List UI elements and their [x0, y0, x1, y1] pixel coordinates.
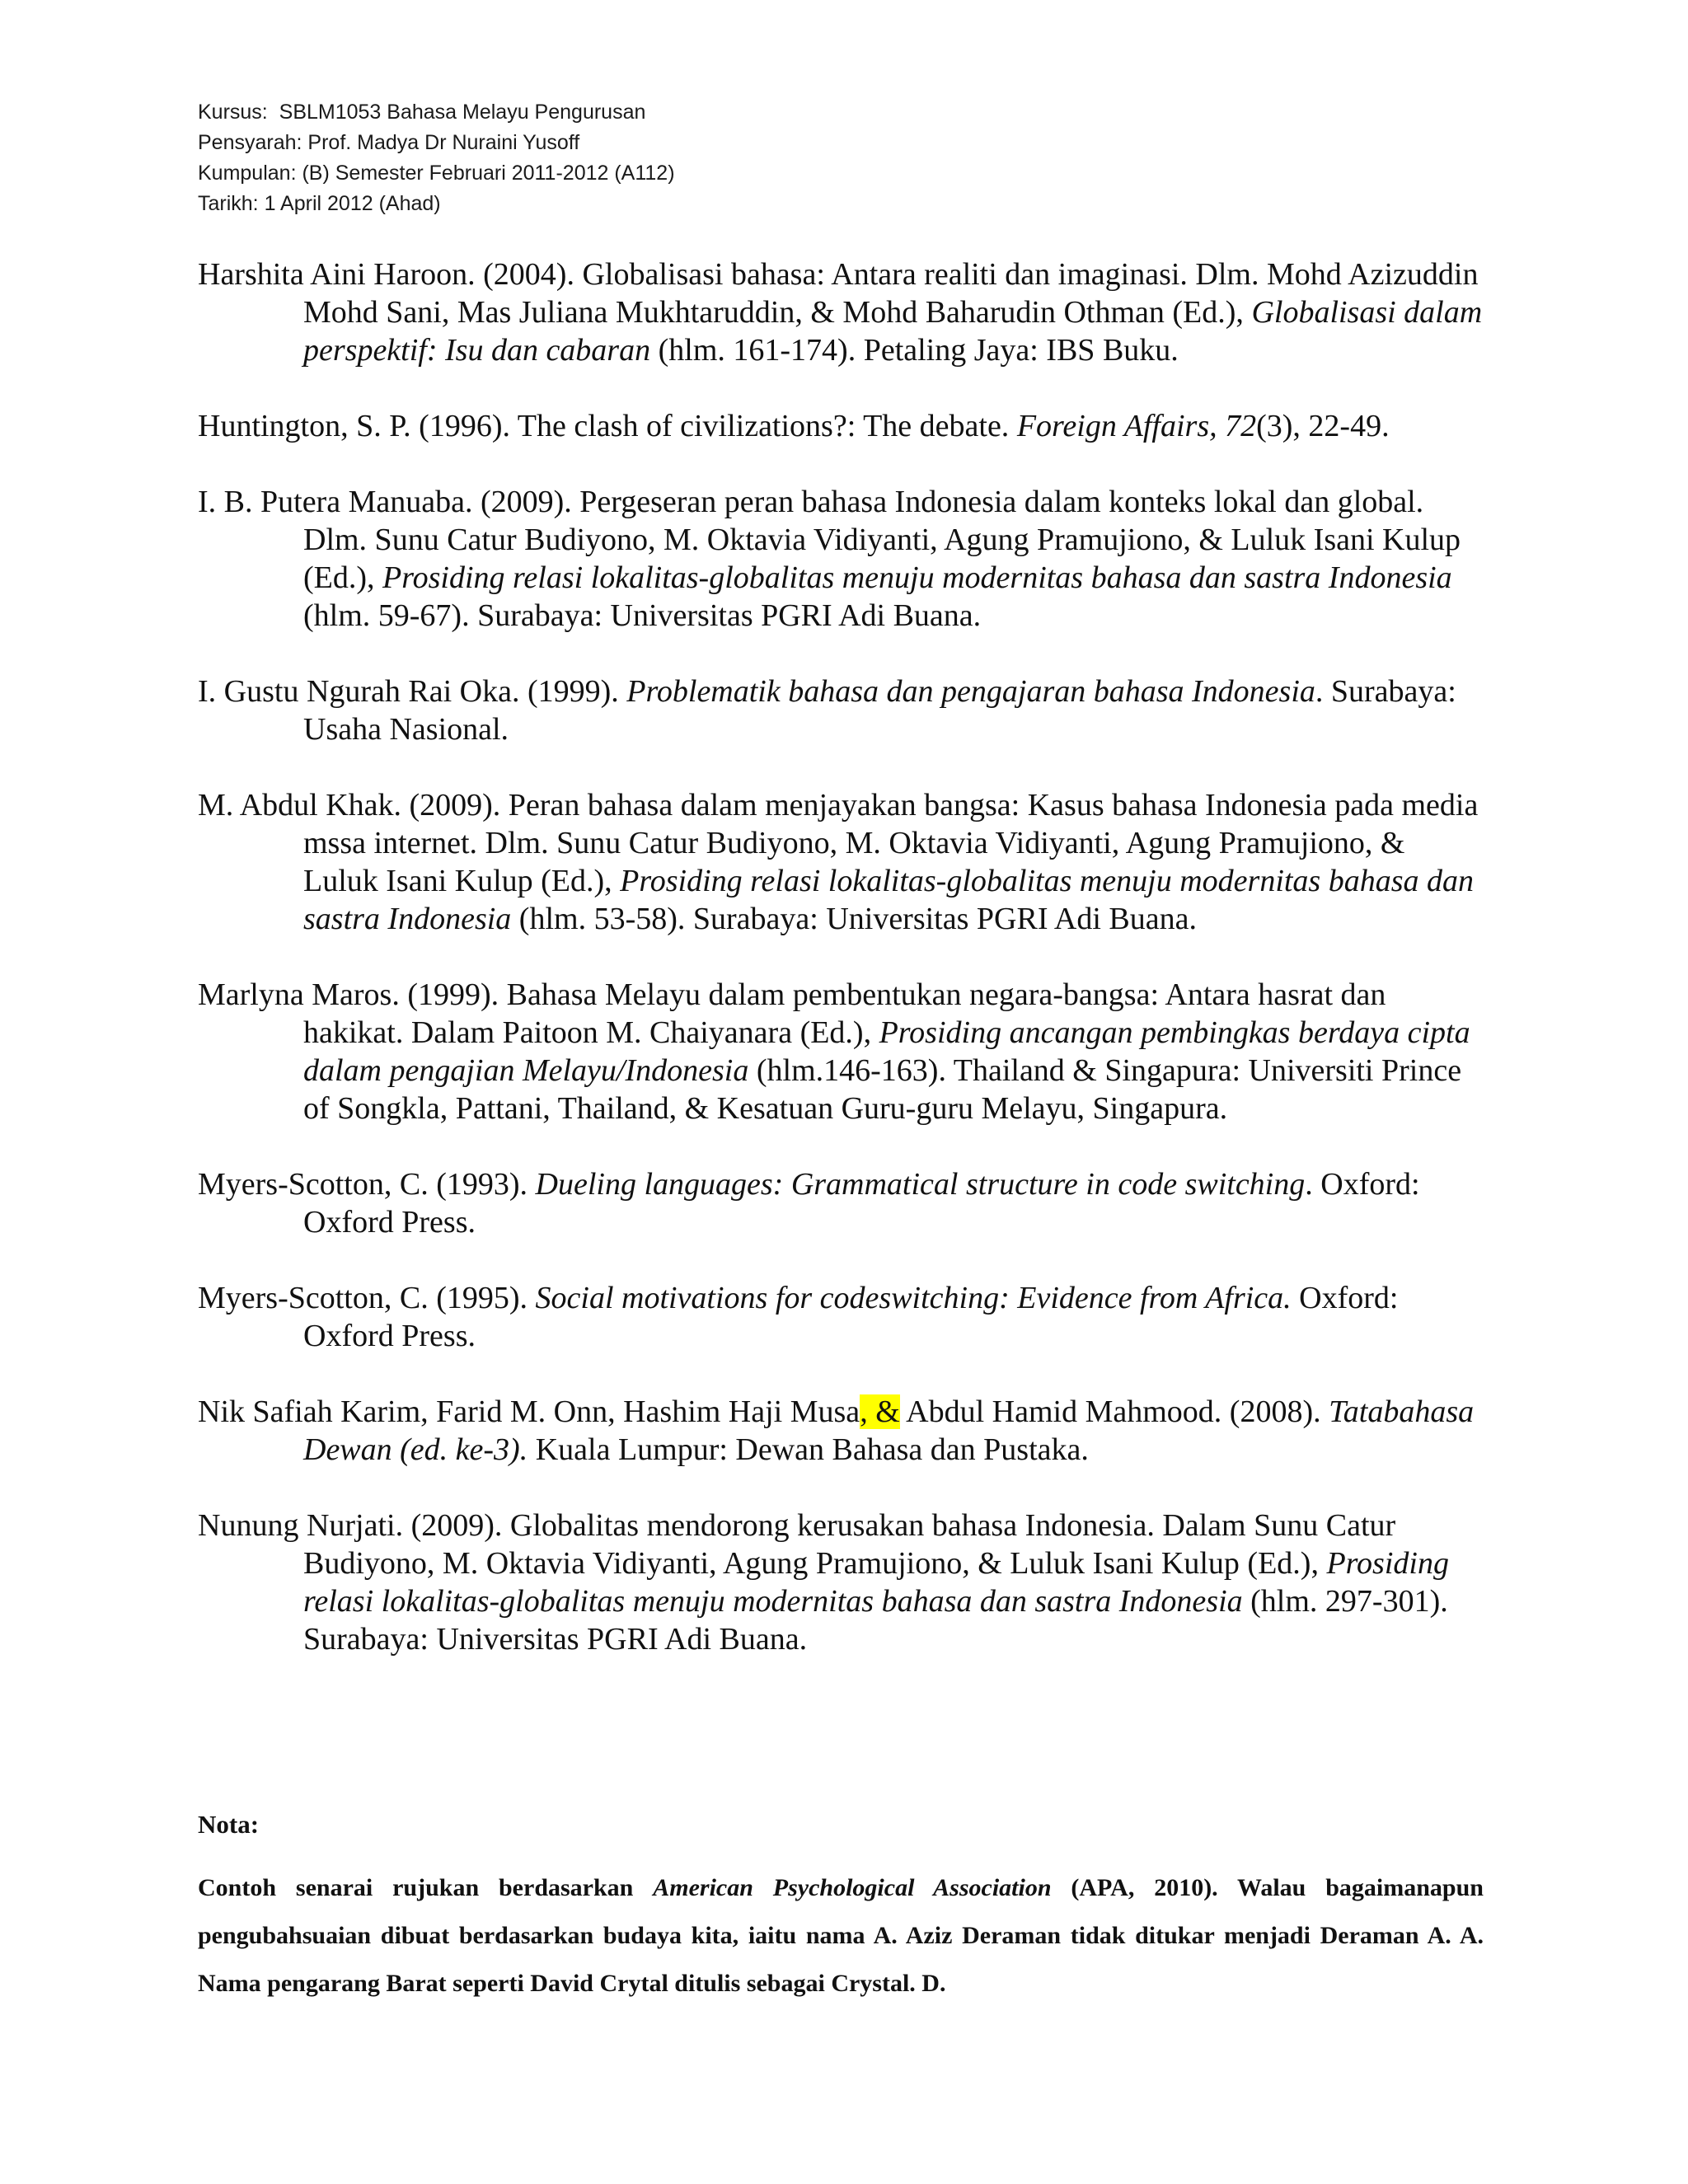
text-highlight: , &	[860, 1394, 900, 1429]
reference-entry: Harshita Aini Haroon. (2004). Globalisasi bahasa: Antara realiti dan imaginasi. Dlm. Mohd Azizuddin Mohd Sani, Mas Juliana Mukhtaruddin, & Mohd Baharudin Othman (Ed.), Globalisasi dalam perspektif: Isu dan cabaran (hlm. 161-174). Petaling Jaya: IBS Buku.	[198, 257, 1483, 368]
reference-entry: Myers-Scotton, C. (1993). Dueling languages: Grammatical structure in code switching. Oxford: Oxford Press.	[198, 1167, 1420, 1240]
reference-entry-highlighted: Nik Safiah Karim, Farid M. Onn, Hashim Haji Musa, & Abdul Hamid Mahmood. (2008). Tatabahasa Dewan (ed. ke-3). Kuala Lumpur: Dewan Bahasa dan Pustaka.	[198, 1394, 1475, 1467]
group-line: Kumpulan: (B) Semester Februari 2011-2012 (A112)	[198, 162, 675, 185]
reference-entry: M. Abdul Khak. (2009). Peran bahasa dalam menjayakan bangsa: Kasus bahasa Indonesia pada media mssa internet. Dlm. Sunu Catur Budiyono, M. Oktavia Vidiyanti, Agung Pramujiono, & Luluk Isani Kulup (Ed.), Prosiding relasi lokalitas-globalitas menuju modernitas bahasa dan sastra Indonesia (hlm. 53-58). Surabaya: Universitas PGRI Adi Buana.	[198, 788, 1479, 936]
reference-entry: Marlyna Maros. (1999). Bahasa Melayu dalam pembentukan negara-bangsa: Antara hasrat dan hakikat. Dalam Paitoon M. Chaiyanara (Ed.), Prosiding ancangan pembingkas berdaya cipta dalam pengajian Melayu/Indonesia (hlm.146-163). Thailand & Singapura: Universiti Prince of Songkla, Pattani, Thailand, & Kesatuan Guru-guru Melayu, Singapura.	[198, 977, 1470, 1126]
reference-entry: Nunung Nurjati. (2009). Globalitas mendorong kerusakan bahasa Indonesia. Dalam Sunu Catur Budiyono, M. Oktavia Vidiyanti, Agung Pramujiono, & Luluk Isani Kulup (Ed.), Prosiding relasi lokalitas-globalitas menuju modernitas bahasa dan sastra Indonesia (hlm. 297-301). Surabaya: Universitas PGRI Adi Buana.	[198, 1508, 1449, 1657]
reference-entry: Huntington, S. P. (1996). The clash of civilizations?: The debate. Foreign Affairs, 72(3), 22-49.	[198, 409, 1390, 443]
reference-list	[198, 255, 1484, 1696]
reference-entry: I. Gustu Ngurah Rai Oka. (1999). Problematik bahasa dan pengajaran bahasa Indonesia. Surabaya: Usaha Nasional.	[198, 674, 1456, 747]
document-header	[198, 97, 675, 219]
note-title: Nota:	[198, 1810, 260, 1839]
course-line: Kursus: SBLM1053 Bahasa Melayu Pengurusan	[198, 101, 646, 124]
note-section	[198, 1810, 1484, 2008]
reference-entry: Myers-Scotton, C. (1995). Social motivations for codeswitching: Evidence from Africa. Oxford: Oxford Press.	[198, 1281, 1399, 1353]
date-line: Tarikh: 1 April 2012 (Ahad)	[198, 192, 441, 215]
reference-entry: I. B. Putera Manuaba. (2009). Pergeseran peran bahasa Indonesia dalam konteks lokal dan global. Dlm. Sunu Catur Budiyono, M. Oktavia Vidiyanti, Agung Pramujiono, & Luluk Isani Kulup (Ed.), Prosiding relasi lokalitas-globalitas menuju modernitas bahasa dan sastra Indonesia (hlm. 59-67). Surabaya: Universitas PGRI Adi Buana.	[198, 485, 1461, 633]
note-body: Contoh senarai rujukan berdasarkan American Psychological Association (APA, 2010). Walau bagaimanapun pengubahsuaian dibuat berdasarkan budaya kita, iaitu nama A. Aziz Deraman tidak ditukar menjadi Deraman A. A. Nama pengarang Barat seperti David Crytal ditulis sebagai Crystal. D.	[198, 1874, 1484, 1997]
lecturer-line: Pensyarah: Prof. Madya Dr Nuraini Yusoff	[198, 131, 580, 154]
